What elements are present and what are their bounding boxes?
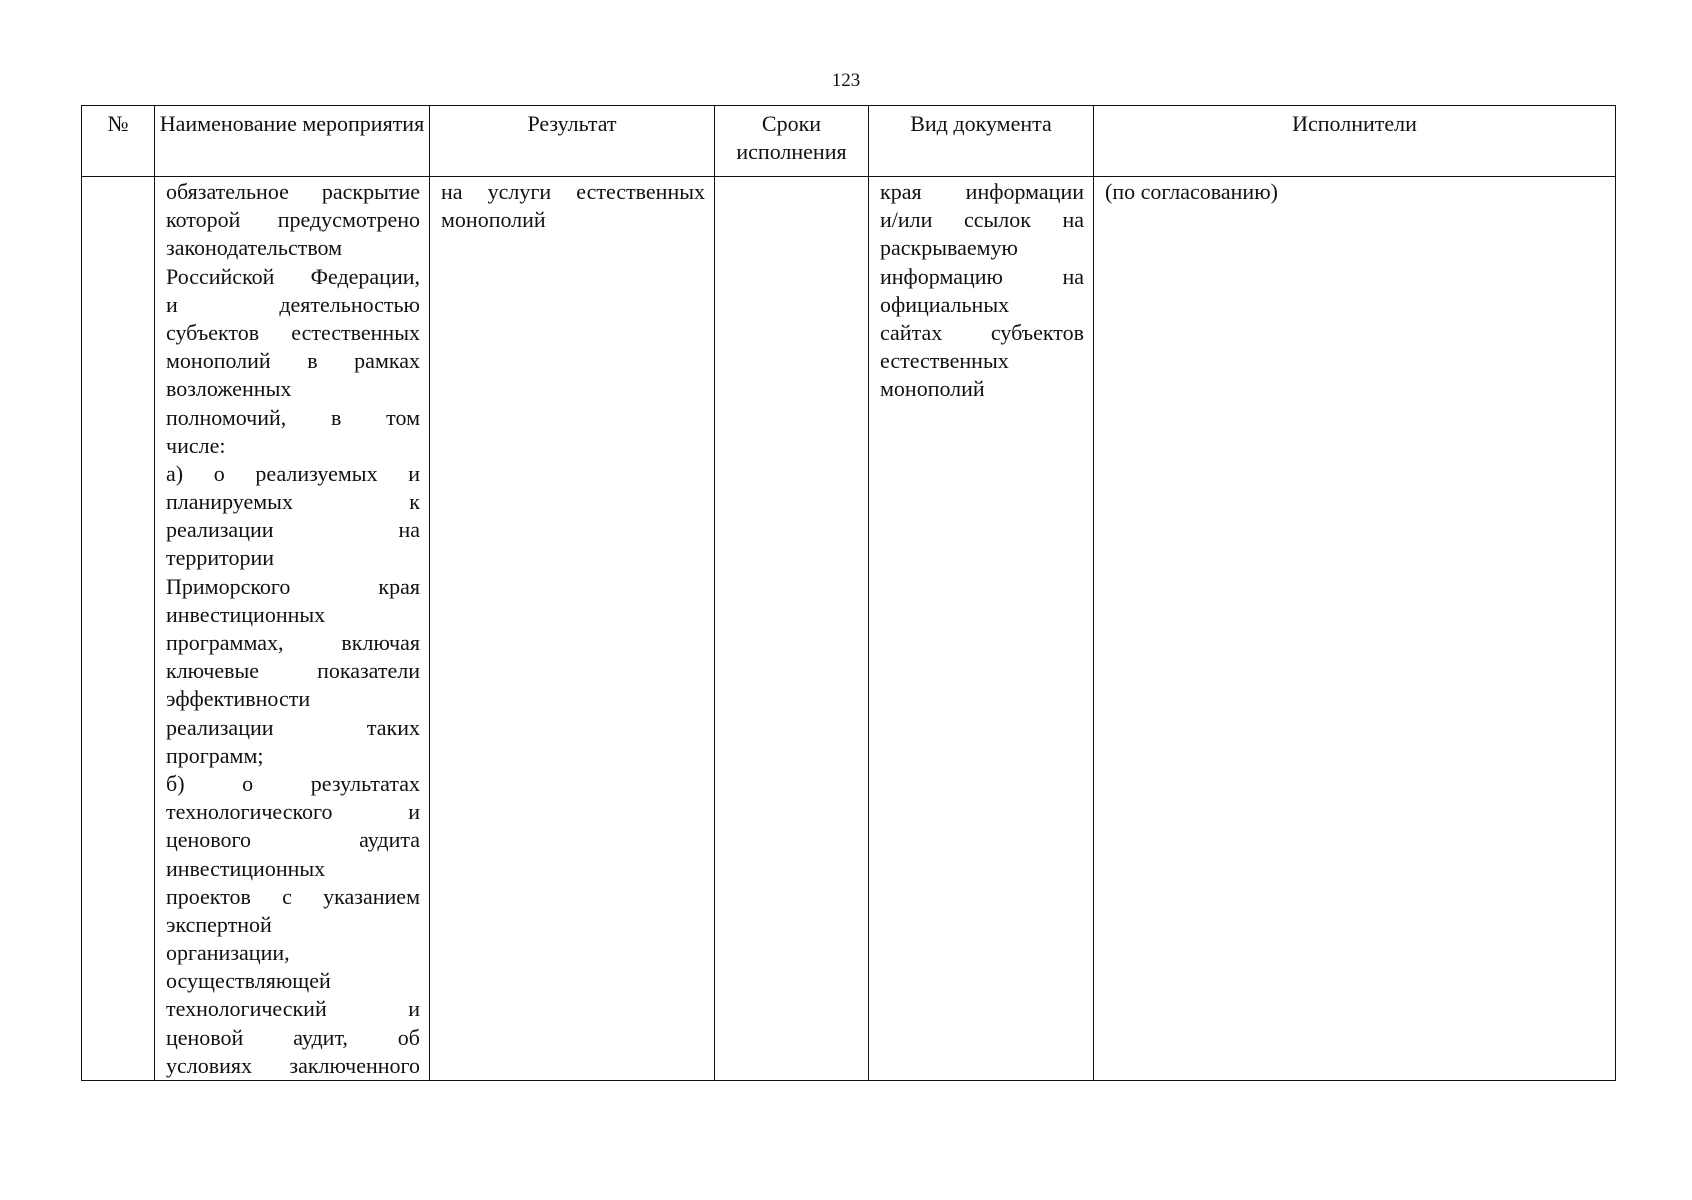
event-name-line: ценовой аудит, об [166, 1024, 420, 1050]
result-text [430, 177, 714, 234]
event-name-line: монополий в рамках [166, 348, 420, 374]
event-name-line: Приморского края [166, 573, 420, 599]
event-name-line: возложенных [166, 376, 292, 402]
document-type-text [869, 177, 1093, 404]
document-type-line: официальных [880, 291, 1010, 317]
event-name-line: организации, [166, 940, 290, 966]
page-number: 123 [831, 70, 861, 91]
header-number: № [82, 106, 155, 177]
event-name-line: и деятельностью [166, 291, 420, 317]
event-name-line: ключевые показатели [166, 658, 420, 684]
cell-document-type [869, 177, 1094, 1081]
event-name-line: инвестиционных [166, 601, 326, 627]
executors-text: (по согласованию) [1105, 179, 1278, 204]
event-name-line: программ; [166, 742, 264, 768]
event-name-line: экспертной [166, 911, 272, 937]
events-table [81, 105, 1616, 1081]
cell-event-name [155, 177, 430, 1081]
event-name-line: технологический и [166, 996, 420, 1022]
document-type-line: сайтах субъектов [880, 319, 1084, 345]
event-name-line: реализации таких [166, 714, 420, 740]
deadline-text [715, 177, 868, 178]
header-event-name: Наименование мероприятия [155, 106, 430, 177]
event-name-text [155, 177, 429, 1080]
cell-deadline [715, 177, 869, 1081]
cell-number [82, 177, 155, 1081]
document-type-line: и/или ссылок на [880, 207, 1084, 233]
event-name-line: технологического и [166, 799, 420, 825]
cell-number-text [82, 177, 154, 178]
event-name-line: проектов с указанием [166, 883, 420, 909]
event-name-line: ценового аудита [166, 827, 420, 853]
event-name-line: инвестиционных [166, 855, 326, 881]
event-name-line: условиях заключенного [166, 1052, 420, 1078]
cell-executors [1094, 177, 1616, 1081]
table-header-row [82, 106, 1616, 177]
document-type-line: края информации [880, 179, 1084, 204]
header-executors: Исполнители [1094, 106, 1616, 177]
header-result: Результат [430, 106, 715, 177]
event-name-line: числе: [166, 432, 226, 458]
document-type-line: раскрываемую [880, 235, 1018, 261]
event-name-line: субъектов естественных [166, 319, 420, 345]
table-row [82, 177, 1616, 1081]
event-name-line: обязательное раскрытие [166, 179, 420, 204]
event-name-line: б) о результатах [166, 770, 420, 796]
event-name-line: реализации на [166, 517, 420, 543]
event-name-line: Российской Федерации, [166, 263, 420, 289]
header-document-type: Вид документа [869, 106, 1094, 177]
header-deadline: Сроки исполнения [715, 106, 869, 177]
event-name-line: программах, включая [166, 630, 420, 655]
event-name-line: эффективности [166, 686, 311, 712]
document-type-line: естественных [880, 348, 1009, 374]
event-name-line: территории [166, 545, 275, 571]
document-type-line: информацию на [880, 263, 1084, 289]
event-name-line: а) о реализуемых и [166, 460, 420, 486]
event-name-line: полномочий, в том [166, 404, 420, 430]
event-name-line: которой предусмотрено [166, 207, 420, 233]
event-name-line: осуществляющей [166, 968, 331, 994]
event-name-line: законодательством [166, 235, 343, 261]
event-name-line: планируемых к [166, 489, 420, 515]
result-line: монополий [441, 207, 546, 233]
result-line: на услуги естественных [441, 179, 705, 204]
document-type-line: монополий [880, 376, 985, 402]
cell-result [430, 177, 715, 1081]
